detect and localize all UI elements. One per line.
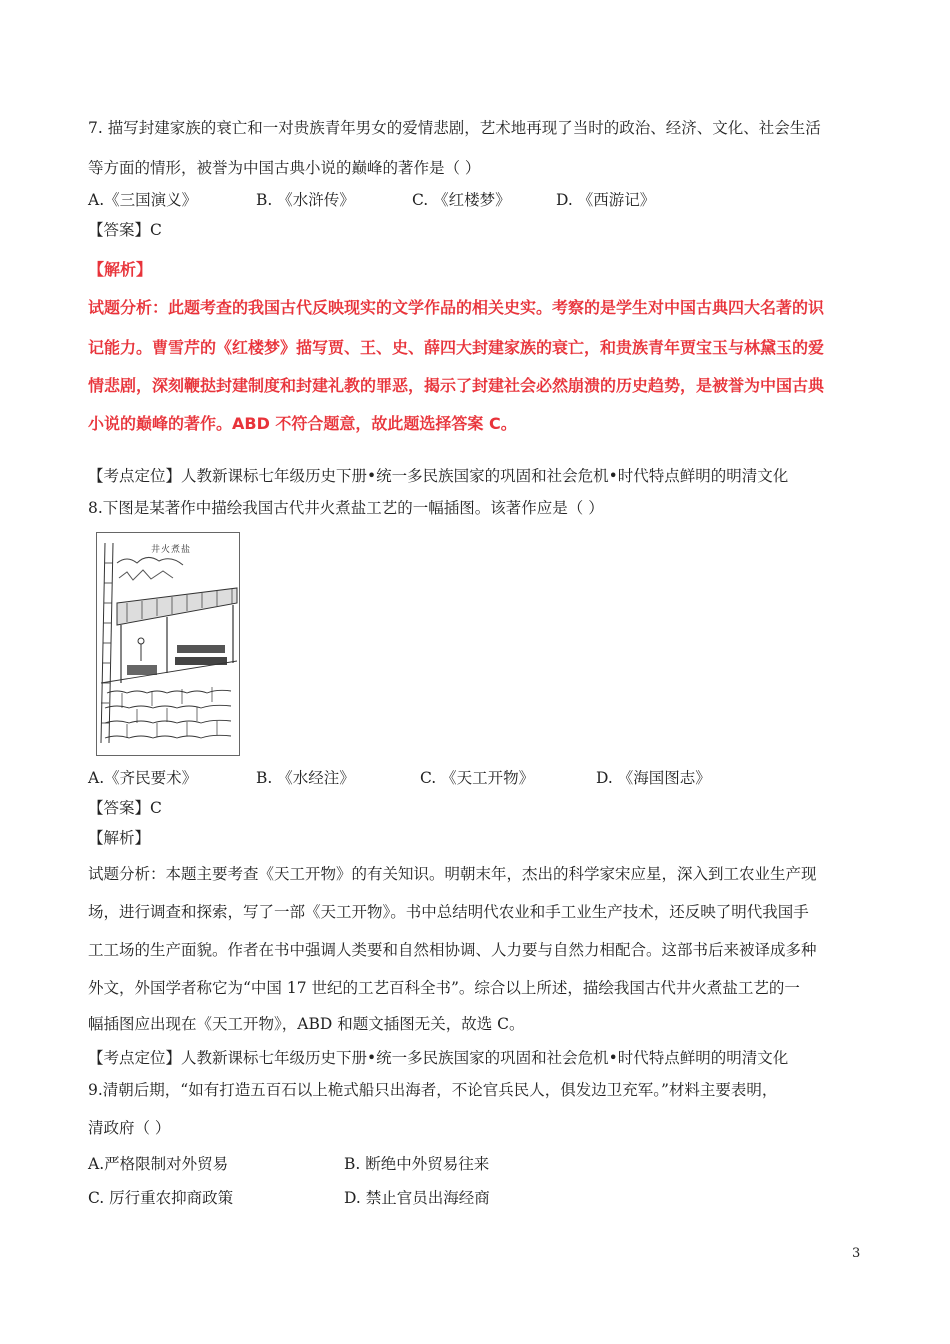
q8-answer: 【答案】C	[88, 799, 162, 817]
illustration-caption: 井火煮盐	[151, 545, 192, 555]
page-number: 3	[852, 1246, 861, 1261]
q7-option-a: A.《三国演义》	[88, 191, 198, 209]
q8-analysis-line: 幅插图应出现在《天工开物》，ABD 和题文插图无关，故选 C。	[88, 1015, 525, 1033]
q7-option-b: B. 《水浒传》	[256, 191, 355, 209]
q8-option-c: C. 《天工开物》	[420, 769, 535, 787]
q8-knowledge-point: 【考点定位】人教新课标七年级历史下册•统一多民族国家的巩固和社会危机•时代特点鲜明的明清文化	[88, 1049, 789, 1067]
q9-option-c: C. 厉行重农抑商政策	[88, 1189, 234, 1207]
q8-analysis-title: 【解析】	[88, 829, 151, 847]
q9-stem-line2: 清政府（ ）	[88, 1119, 171, 1137]
q7-analysis-line: 记能力。曹雪芹的《红楼梦》描写贾、王、史、薛四大封建家族的衰亡，和贵族青年贾宝玉与林黛玉的爱	[88, 338, 825, 357]
q9-stem-line1: 9.清朝后期，“如有打造五百石以上桅式船只出海者，不论官兵民人，俱发边卫充军。”材料主要表明，	[88, 1081, 778, 1099]
q8-option-d: D. 《海国图志》	[596, 769, 711, 787]
q7-stem-line1: 7. 描写封建家族的衰亡和一对贵族青年男女的爱情悲剧，艺术地再现了当时的政治、经济、文化、社会生活	[88, 119, 821, 137]
q9-option-d: D. 禁止官员出海经商	[344, 1189, 490, 1207]
q7-analysis-line: 试题分析：此题考查的我国古代反映现实的文学作品的相关史实。考察的是学生对中国古典四大名著的识	[88, 298, 825, 317]
illustration-drawing	[97, 533, 239, 755]
q7-knowledge-point: 【考点定位】人教新课标七年级历史下册•统一多民族国家的巩固和社会危机•时代特点鲜明的明清文化	[88, 467, 789, 485]
q7-analysis-line: 情悲剧，深刻鞭挞封建制度和封建礼教的罪恶，揭示了封建社会必然崩溃的历史趋势，是被誉为中国古典	[88, 376, 825, 395]
q7-analysis-line: 小说的巅峰的著作。ABD 不符合题意，故此题选择答案 C。	[88, 414, 517, 433]
q9-option-a: A.严格限制对外贸易	[88, 1155, 229, 1173]
q8-stem: 8.下图是某著作中描绘我国古代井火煮盐工艺的一幅插图。该著作应是（ ）	[88, 499, 604, 517]
q7-stem-line2: 等方面的情形，被誉为中国古典小说的巅峰的著作是（ ）	[88, 159, 481, 177]
salt-boiling-illustration	[96, 532, 240, 756]
q8-analysis-line: 外文，外国学者称它为“中国 17 世纪的工艺百科全书”。综合以上所述，描绘我国古代井火煮盐工艺的一	[88, 979, 800, 997]
q8-analysis-line: 工工场的生产面貌。作者在书中强调人类要和自然相协调、人力要与自然力相配合。这部书后来被译成多种	[88, 941, 817, 959]
q8-analysis-line: 场，进行调查和探索，写了一部《天工开物》。书中总结明代农业和手工业生产技术，还反映了明代我国手	[88, 903, 809, 921]
q8-option-a: A.《齐民要术》	[88, 769, 198, 787]
q7-option-c: C. 《红楼梦》	[412, 191, 511, 209]
q7-analysis-title: 【解析】	[88, 260, 153, 279]
q9-option-b: B. 断绝中外贸易往来	[344, 1155, 490, 1173]
q8-analysis-line: 试题分析：本题主要考查《天工开物》的有关知识。明朝末年，杰出的科学家宋应星，深入到工农业生产现	[88, 865, 817, 883]
q8-option-b: B. 《水经注》	[256, 769, 355, 787]
q7-option-d: D. 《西游记》	[556, 191, 656, 209]
q7-answer: 【答案】C	[88, 221, 162, 239]
